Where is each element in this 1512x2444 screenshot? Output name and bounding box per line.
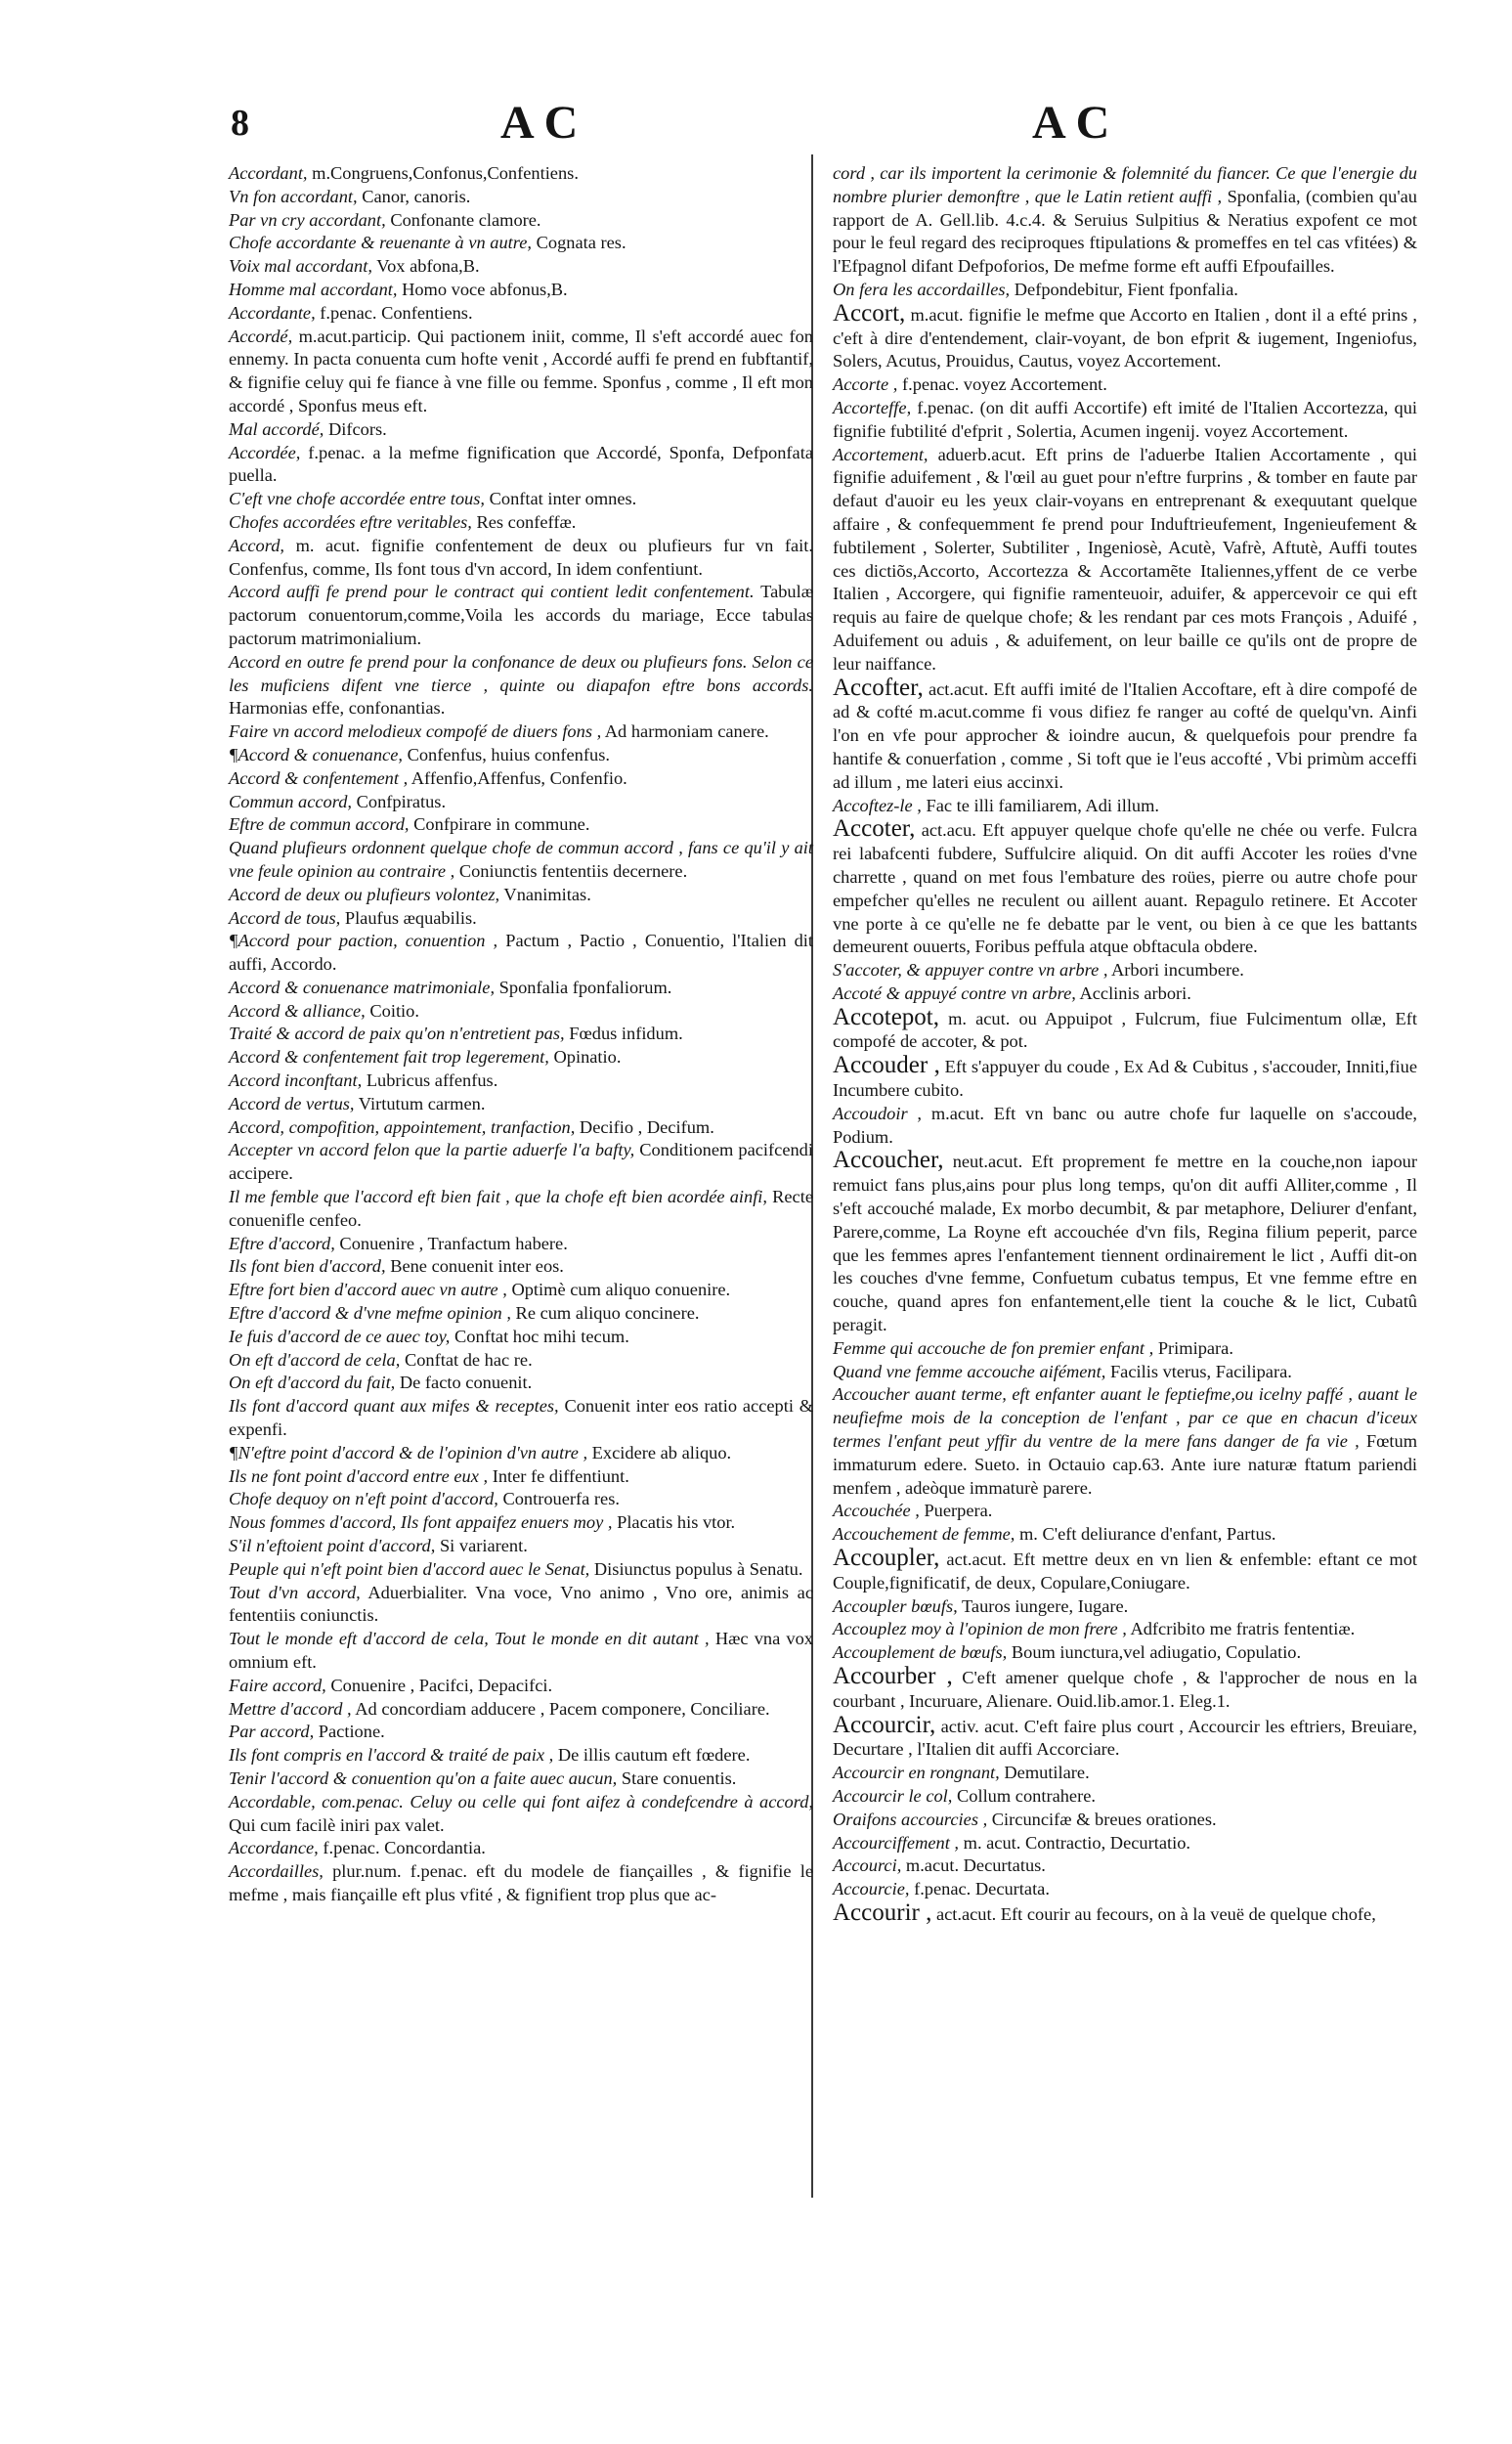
entry-headword: ¶Accord & conuenance, — [229, 744, 403, 764]
entry-definition: Boum iunctura,vel adiugatio, Copulatio. — [1011, 1642, 1302, 1663]
entry-definition: Placatis his vtor. — [617, 1512, 736, 1533]
entry-definition: Conditionem pacifcendi accipere. — [229, 1140, 813, 1184]
entry-headword: On eft d'accord de cela, — [229, 1349, 401, 1370]
dictionary-entry — [229, 1395, 813, 1442]
entry-definition: Confonante clamore. — [390, 209, 541, 230]
dictionary-entry — [229, 1279, 813, 1302]
entry-definition: Controuerfa res. — [502, 1489, 620, 1509]
dictionary-entry — [229, 1442, 813, 1465]
entry-headword: S'accoter, & appuyer contre vn arbre , — [833, 960, 1108, 981]
entry-definition: Aduerbialiter. Vna voce, Vno animo , Vno ore, animis ac fententiis coniunctis. — [229, 1582, 813, 1626]
entry-headword: Tenir l'accord & conuention qu'on a faite auec aucun, — [229, 1768, 618, 1788]
entry-headword: C'eft vne chofe accordée entre tous, — [229, 489, 485, 509]
dictionary-entry — [833, 1878, 1417, 1901]
dictionary-entry — [229, 279, 813, 302]
dictionary-entry — [229, 1698, 813, 1722]
entry-headword: Accoucher auant terme, eft enfanter auant le feptiefme,ou icelny paffé , auant le neufiefme mois de la conception de l'enfant , par ce que en chacun d'iceux termes l'enfant peut yffir du ventre de la mere fans danger de fa vie , — [833, 1384, 1417, 1452]
entry-headword: Accouchée , — [833, 1501, 920, 1521]
entry-headword: Ils ne font point d'accord entre eux , — [229, 1465, 489, 1486]
dictionary-entry — [833, 1665, 1417, 1714]
dictionary-entry — [229, 1837, 813, 1860]
entry-headword: Accort, — [833, 299, 906, 327]
dictionary-entry — [833, 1855, 1417, 1878]
entry-definition: Confpirare in commune. — [413, 814, 590, 835]
entry-headword: ¶Accord pour paction, conuention , — [229, 931, 498, 951]
dictionary-entry — [229, 442, 813, 489]
entry-definition: act.acut. Eft courir au fecours, on à la veuë de quelque chofe, — [935, 1903, 1376, 1924]
entry-definition: Conftat de hac re. — [404, 1349, 533, 1370]
entry-headword: Accord & confentement , — [229, 767, 409, 788]
entry-definition: Circuncifæ & breues orationes. — [991, 1809, 1217, 1829]
entry-definition: Confenfus, huius confenfus. — [407, 744, 610, 764]
entry-headword: Femme qui accouche de fon premier enfant , — [833, 1337, 1154, 1358]
entry-definition: Inter fe diffentiunt. — [492, 1465, 629, 1486]
dictionary-entry — [229, 488, 813, 511]
entry-definition: Conftat hoc mihi tecum. — [454, 1326, 629, 1346]
dictionary-entry — [229, 511, 813, 535]
entry-headword: Ils font bien d'accord, — [229, 1256, 386, 1277]
entry-definition: C'eft amener quelque chofe , & l'approcher de nous en la courbant , Incuruare, Alienare. Ouid.lib.amor.1. Eleg.1. — [833, 1668, 1417, 1711]
entry-definition: Qui cum facilè iniri pax valet. — [229, 1814, 445, 1835]
dictionary-entry — [229, 1860, 813, 1907]
entry-definition: Adfcribito me fratris fententiæ. — [1130, 1619, 1356, 1639]
entry-definition: m.acut. Decurtatus. — [905, 1855, 1046, 1876]
dictionary-entry — [229, 1093, 813, 1116]
dictionary-entry — [229, 813, 813, 837]
dictionary-entry — [229, 1558, 813, 1582]
entry-headword: Accordante, — [229, 302, 316, 323]
entry-definition: act.acut. Eft auffi imité de l'Italien Accoftare, eft à dire compofé de ad & cofté m.acut.comme fi vous difiez fe ranger au cofté de quelqu'vn. Ainfi l'on en vfe pour approcher & ioindre aucun, & quelquefois pour prendre fa hantife & conuerfation , comme , Si toft que ie l'eus accofté , Vbi primùm acceffi ad illum , me lateri eius accinxi. — [833, 678, 1417, 792]
dictionary-entry — [229, 1302, 813, 1326]
entry-definition: f.penac. Confentiens. — [320, 302, 473, 323]
entry-headword: Peuple qui n'eft point bien d'accord auec le Senat, — [229, 1558, 590, 1579]
entry-definition: m. C'eft deliurance d'enfant, Partus. — [1018, 1524, 1276, 1545]
entry-headword: Accoté & appuyé contre vn arbre, — [833, 982, 1076, 1003]
entry-definition: Canor, canoris. — [362, 186, 471, 206]
dictionary-entry — [833, 1500, 1417, 1523]
entry-headword: Chofe accordante & reuenante à vn autre, — [229, 233, 533, 253]
entry-headword: Ils font compris en l'accord & traité de paix , — [229, 1745, 554, 1766]
entry-definition: act.acu. Eft appuyer quelque chofe qu'elle ne chée ou verfe. Fulcra rei labafcenti fubdere, Suffulcire aliquid. On dit auffi Accoter les roües d'vne charrette , quand on met fous l'embature des roües, pierre ou autre chofe pour empefcher qu'elles ne reculent ou aillent auant. Repagulo retinere. Et Accoter vne porte à ce qu'elle ne fe debatte par le vent, ou bien à ce que les battants demeurent ouuerts, Foribus peffula atque obftacula obdere. — [833, 820, 1417, 957]
entry-headword: Accourcie, — [833, 1879, 910, 1899]
entry-headword: Accourcir en rongnant, — [833, 1763, 1000, 1783]
dictionary-entry — [833, 1149, 1417, 1336]
entry-headword: Eftre d'accord & d'vne mefme opinion , — [229, 1303, 511, 1324]
dictionary-entry — [229, 1255, 813, 1279]
entry-definition: Tabulæ pactorum conuentorum,comme,Voila les accords du mariage, Ecce tabulas pactorum matrimonialium. — [229, 582, 814, 648]
entry-headword: Accourcir le col, — [833, 1785, 953, 1806]
entry-headword: Vn fon accordant, — [229, 186, 358, 206]
entry-definition: Si variarent. — [439, 1536, 528, 1556]
dictionary-entry — [833, 1809, 1417, 1832]
entry-definition: Recte conuenifle cenfeo. — [229, 1187, 813, 1230]
entry-headword: Eftre fort bien d'accord auec vn autre , — [229, 1280, 507, 1300]
entry-definition: Stare conuentis. — [621, 1768, 737, 1788]
entry-headword: Accouchement de femme, — [833, 1524, 1015, 1545]
dictionary-entry — [229, 255, 813, 279]
right-column — [833, 162, 1417, 1927]
entry-definition: f.penac. voyez Accortement. — [902, 374, 1107, 395]
entry-headword: Commun accord, — [229, 791, 352, 811]
entry-definition: f.penac. a la mefme fignification que Accordé, Sponfa, Defponfata puella. — [229, 442, 813, 486]
dictionary-entry — [833, 1641, 1417, 1665]
dictionary-entry — [229, 1069, 813, 1093]
entry-headword: Eftre d'accord, — [229, 1233, 335, 1253]
dictionary-entry — [229, 651, 813, 720]
dictionary-entry — [229, 1372, 813, 1395]
entry-definition: Coniunctis fententiis decernere. — [458, 860, 688, 881]
dictionary-entry — [229, 186, 813, 209]
dictionary-entry — [833, 162, 1417, 279]
dictionary-entry — [229, 1046, 813, 1069]
dictionary-entry — [229, 1791, 813, 1838]
dictionary-entry — [833, 1711, 1417, 1763]
dictionary-entry — [229, 1511, 813, 1535]
entry-definition: m. acut. fignifie confentement de deux ou plufieurs fur vn fait. Confenfus, comme, Ils font tous d'vn accord, In idem confentiunt. — [229, 535, 813, 579]
dictionary-entry — [229, 1186, 813, 1233]
entry-headword: On fera les accordailles, — [833, 279, 1011, 299]
entry-headword: Par accord, — [229, 1722, 315, 1742]
dictionary-entry — [229, 535, 813, 582]
entry-definition: m.acut. fignifie le mefme que Accorto en Italien , dont il a efté prins , c'eft à dire d'entendement, clair-voyant, de bon efprit & iugement, Ingeniofus, Solers, Acutus, Prouidus, Cautus, voyez Accortement. — [833, 304, 1417, 371]
dictionary-entry — [833, 1103, 1417, 1150]
page-number: 8 — [231, 103, 249, 144]
entry-headword: On eft d'accord du fait, — [229, 1373, 396, 1393]
dictionary-entry — [229, 418, 813, 442]
entry-definition: Arbori incumbere. — [1111, 960, 1244, 981]
dictionary-entry — [833, 795, 1417, 818]
entry-headword: ¶N'eftre point d'accord & de l'opinion d'vn autre , — [229, 1442, 588, 1462]
entry-headword: S'il n'eftoient point d'accord, — [229, 1536, 436, 1556]
dictionary-entry — [833, 299, 1417, 373]
entry-definition: Conuenire , Tranfactum habere. — [339, 1233, 568, 1253]
entry-definition: Fœdus infidum. — [569, 1024, 683, 1044]
entry-headword: Accepter vn accord felon que la partie aduerfe l'a bafty, — [229, 1140, 635, 1160]
dictionary-entry — [229, 232, 813, 255]
left-column — [229, 162, 813, 1907]
dictionary-entry — [833, 676, 1417, 795]
dictionary-entry — [833, 1785, 1417, 1809]
entry-definition: m. acut. Contractio, Decurtatio. — [963, 1832, 1191, 1853]
entry-headword: Accorte , — [833, 374, 898, 395]
entry-definition: m.Congruens,Confonus,Confentiens. — [312, 163, 579, 183]
dictionary-entry — [833, 1762, 1417, 1785]
dictionary-entry — [229, 744, 813, 767]
entry-headword: Ils font d'accord quant aux mifes & receptes, — [229, 1396, 559, 1417]
dictionary-entry — [229, 977, 813, 1000]
entry-headword: Accordant, — [229, 163, 308, 183]
entry-headword: Accorteffe, — [833, 397, 912, 417]
entry-headword: Accord & confentement fait trop legerement, — [229, 1047, 549, 1068]
entry-headword: Il me femble que l'accord eft bien fait , que la chofe eft bien acordée ainfi, — [229, 1187, 768, 1207]
dictionary-entry — [229, 1744, 813, 1768]
entry-headword: Accord de vertus, — [229, 1093, 355, 1113]
entry-definition: Harmonias effe, confonantias. — [229, 698, 446, 719]
entry-definition: Decifio , Decifum. — [579, 1116, 714, 1137]
entry-headword: Accoter, — [833, 815, 916, 843]
dictionary-entry — [229, 1023, 813, 1046]
entry-headword: Homme mal accordant, — [229, 279, 398, 299]
dictionary-entry — [229, 1139, 813, 1186]
entry-definition: Pactione. — [318, 1722, 385, 1742]
entry-headword: Accoudoir , — [833, 1103, 923, 1123]
dictionary-entry — [229, 1233, 813, 1256]
entry-headword: Accourir , — [833, 1898, 932, 1926]
dictionary-entry — [229, 581, 813, 650]
entry-headword: Accordée, — [229, 442, 301, 462]
entry-headword: Faire vn accord melodieux compofé de diuers fons , — [229, 721, 602, 742]
entry-definition: Vox abfona,B. — [376, 256, 480, 277]
entry-definition: Opinatio. — [553, 1047, 622, 1068]
entry-headword: Accord & conuenance matrimoniale, — [229, 977, 496, 997]
entry-definition: Puerpera. — [924, 1501, 993, 1521]
entry-definition: Eft s'appuyer du coude , Ex Ad & Cubitus , s'accouder, Inniti,fiue Incumbere cubito. — [833, 1057, 1417, 1101]
entry-definition: m.acut.particip. Qui pactionem iniit, comme, Il s'eft accordé auec fon ennemy. In pacta conuenta cum hofte venit , Accordé auffi fe prend en fubftantif, & fignifie celuy qui fe fiance à vne fille ou femme. Sponfus , comme , Il eft mon accordé , Sponfus meus eft. — [229, 326, 813, 415]
entry-headword: Nous fommes d'accord, Ils font appaifez enuers moy , — [229, 1512, 613, 1533]
entry-headword: Accourcir, — [833, 1711, 936, 1738]
entry-headword: Accordance, — [229, 1838, 319, 1858]
entry-definition: Excidere ab aliquo. — [591, 1442, 732, 1462]
entry-headword: Accordable, com.penac. Celuy ou celle qui font aifez à condefcendre à accord, — [229, 1791, 813, 1811]
entry-definition: Cognata res. — [536, 233, 626, 253]
dictionary-entry — [833, 1337, 1417, 1361]
dictionary-entry — [833, 817, 1417, 959]
entry-headword: Accord, compofition, appointement, tranfaction, — [229, 1116, 576, 1137]
dictionary-entry — [229, 1349, 813, 1373]
entry-definition: Disiunctus populus à Senatu. — [593, 1558, 803, 1579]
entry-definition: Acclinis arbori. — [1079, 982, 1191, 1003]
dictionary-entry — [229, 162, 813, 186]
entry-definition: Fac te illi familiarem, Adi illum. — [926, 795, 1160, 815]
entry-definition: Res confeffæ. — [476, 511, 577, 532]
dictionary-entry — [833, 1523, 1417, 1547]
entry-headword: Accortement, — [833, 444, 929, 464]
dictionary-entry — [229, 907, 813, 931]
entry-headword: Faire accord, — [229, 1675, 326, 1695]
entry-definition: Sponfalia, (combien qu'au rapport de A. Gell.lib. 4.c.4. & Seruius Sulpitius & Neratius expofent ce mot pour le feul regard des reciproques ftipulations & promeffes en tel cas vfitées) & l'Efpagnol difant Defpoforios, De mefme forme eft auffi Efpoufailles. — [833, 186, 1417, 277]
dictionary-entry — [833, 982, 1417, 1006]
dictionary-entry — [833, 959, 1417, 982]
entry-definition: Affenfio,Affenfus, Confenfio. — [410, 767, 627, 788]
entry-definition: plur.num. f.penac. eft du modele de fiançailles , & fignifie le mefme , mais fiançaille eft plus vfité , & fignifient trop plus que ac- — [229, 1861, 813, 1904]
entry-headword: Accord inconftant, — [229, 1070, 363, 1091]
entry-headword: cord , car ils importent la cerimonie & folemnité du fiancer. Ce que l'energie du nombre plurier demonftre , que le Latin retient auffi , — [833, 163, 1417, 206]
page-header — [0, 96, 1512, 154]
dictionary-entry — [833, 444, 1417, 676]
entry-headword: Accord auffi fe prend pour le contract qui contient ledit confentement. — [229, 582, 755, 602]
dictionary-entry — [229, 302, 813, 326]
dictionary-entry — [833, 1898, 1417, 1927]
entry-headword: Voix mal accordant, — [229, 256, 372, 277]
dictionary-entry — [833, 373, 1417, 397]
entry-headword: Accoucher, — [833, 1147, 944, 1174]
dictionary-entry — [229, 884, 813, 907]
entry-headword: Accord de tous, — [229, 907, 341, 928]
dictionary-entry — [833, 397, 1417, 444]
entry-definition: m. acut. ou Appuipot , Fulcrum, fiue Fulcimentum ollæ, Eft compofé de accoter, & pot. — [833, 1008, 1417, 1052]
dictionary-entry — [229, 1675, 813, 1698]
entry-definition: f.penac. Decurtata. — [914, 1879, 1050, 1899]
entry-headword: Tout d'vn accord, — [229, 1582, 361, 1602]
entry-definition: Primipara. — [1157, 1337, 1233, 1358]
entry-headword: Accordé, — [229, 326, 293, 346]
dictionary-entry — [229, 791, 813, 814]
dictionary-entry — [833, 1832, 1417, 1855]
entry-definition: Bene conuenit inter eos. — [390, 1256, 564, 1277]
entry-definition: f.penac. (on dit auffi Accortife) eft imité de l'Italien Accortezza, qui fignifie fubtilité d'efprit , Solertia, Acumen ingenij. voyez Accortement. — [833, 397, 1417, 441]
dictionary-entry — [229, 1326, 813, 1349]
entry-headword: Mal accordé, — [229, 418, 324, 439]
entry-headword: Accord en outre fe prend pour la confonance de deux ou plufieurs fons. Selon ce les muficiens difent vne tierce , quinte ou diapafon eftre bons accords. — [229, 651, 813, 695]
entry-definition: f.penac. Concordantia. — [323, 1838, 486, 1858]
dictionary-entry — [833, 1547, 1417, 1595]
entry-definition: Conuenire , Pacifci, Depacifci. — [330, 1675, 553, 1695]
entry-definition: Tauros iungere, Iugare. — [961, 1595, 1129, 1616]
running-head-right: AC — [1032, 97, 1120, 149]
entry-definition: Plaufus æquabilis. — [344, 907, 477, 928]
dictionary-entry — [833, 1383, 1417, 1500]
entry-definition: Ad concordiam adducere , Pacem componere, Conciliare. — [355, 1698, 770, 1719]
entry-headword: Oraifons accourcies , — [833, 1809, 988, 1829]
entry-definition: De illis cautum eft fœdere. — [557, 1745, 751, 1766]
entry-headword: Ie fuis d'accord de ce auec toy, — [229, 1326, 451, 1346]
dictionary-entry — [229, 1721, 813, 1744]
entry-headword: Tout le monde eft d'accord de cela, Tout le monde en dit autant , — [229, 1629, 710, 1649]
entry-definition: Homo voce abfonus,B. — [402, 279, 568, 299]
entry-headword: Accoupler bœufs, — [833, 1595, 958, 1616]
dictionary-entry — [229, 1768, 813, 1791]
running-head-left: AC — [500, 97, 588, 149]
entry-definition: Conuenit inter eos ratio accepti & expenfi. — [229, 1396, 813, 1440]
entry-definition: Ad harmoniam canere. — [604, 721, 769, 742]
dictionary-entry — [229, 1000, 813, 1024]
dictionary-entry — [229, 1628, 813, 1675]
entry-headword: Chofe dequoy on n'eft point d'accord, — [229, 1489, 498, 1509]
entry-definition: Demutilare. — [1004, 1763, 1090, 1783]
dictionary-entry — [229, 1535, 813, 1558]
entry-definition: Facilis vterus, Facilipara. — [1109, 1361, 1292, 1381]
entry-headword: Accourciffement , — [833, 1832, 960, 1853]
entry-definition: m.acut. Eft vn banc ou autre chofe fur laquelle on s'accoude, Podium. — [833, 1103, 1417, 1147]
dictionary-entry — [229, 767, 813, 791]
entry-headword: Accourci, — [833, 1855, 902, 1876]
dictionary-entry — [229, 1465, 813, 1489]
entry-headword: Accotepot, — [833, 1003, 939, 1030]
entry-headword: Accouplez moy à l'opinion de mon frere , — [833, 1619, 1127, 1639]
entry-headword: Mettre d'accord , — [229, 1698, 352, 1719]
entry-definition: activ. acut. C'eft faire plus court , Accourcir les eftriers, Breuiare, Decurtare , l'Italien dit auffi Accorciare. — [833, 1716, 1417, 1760]
entry-definition: Coitio. — [369, 1000, 419, 1021]
entry-headword: Accofter, — [833, 674, 924, 701]
dictionary-entry — [229, 1488, 813, 1511]
dictionary-entry — [229, 837, 813, 884]
entry-definition: Pactum , Pactio , Conuentio, l'Italien dit auffi, Accordo. — [229, 931, 813, 975]
entry-definition: Re cum aliquo concinere. — [515, 1303, 700, 1324]
entry-headword: Chofes accordées eftre veritables, — [229, 511, 472, 532]
entry-headword: Accord de deux ou plufieurs volontez, — [229, 884, 500, 904]
entry-definition: neut.acut. Eft proprement fe mettre en la couche,non iapour remuict fans plus,ains pour plus long temps, qu'on dit auffi Alliter,comme , Il s'eft accouché malade, Ex morbo decumbit, & par metaphore, Deliurer d'enfant, Parere,comme, La Royne eft accouchée d'vn fils, Regina filium peperit, parce que les femmes apres l'enfantement tiennent ordinairement le lict , Auffi dit-on les couches d'vne femme, Confuetum cubatus tempus, Et vne femme eftre en couche, quand apres fon enfantement,elle tient la couche & le lict, Cubatû peragit. — [833, 1152, 1417, 1335]
entry-headword: Accoupler, — [833, 1545, 940, 1572]
entry-definition: Fœtum immaturum edere. Sueto. in Octauio cap.63. Ante iure naturæ ftatum pariendi menfem , adeòque immaturè parere. — [833, 1431, 1417, 1498]
dictionary-entry — [229, 1116, 813, 1140]
entry-headword: Quand plufieurs ordonnent quelque chofe de commun accord , fans ce qu'il y ait vne feule opinion au contraire , — [229, 838, 813, 881]
entry-definition: Difcors. — [327, 418, 387, 439]
entry-definition: Vnanimitas. — [503, 884, 591, 904]
dictionary-entry — [229, 720, 813, 744]
entry-definition: Optimè cum aliquo conuenire. — [511, 1280, 731, 1300]
dictionary-entry — [833, 1054, 1417, 1103]
entry-definition: Virtutum carmen. — [358, 1093, 486, 1113]
entry-headword: Accord & alliance, — [229, 1000, 366, 1021]
entry-definition: De facto conuenit. — [399, 1373, 533, 1393]
entry-headword: Accordailles, — [229, 1861, 324, 1882]
dictionary-entry — [833, 1618, 1417, 1641]
dictionary-entry — [833, 1361, 1417, 1384]
entry-definition: Collum contrahere. — [957, 1785, 1096, 1806]
entry-headword: Accouder , — [833, 1052, 940, 1079]
entry-headword: Accoftez-le , — [833, 795, 922, 815]
entry-definition: Sponfalia fponfaliorum. — [498, 977, 672, 997]
entry-definition: Lubricus affenfus. — [366, 1070, 498, 1091]
entry-definition: Conftat inter omnes. — [489, 489, 637, 509]
dictionary-entry — [229, 1582, 813, 1629]
entry-definition: Hæc vna vox omnium eft. — [229, 1629, 814, 1672]
entry-headword: Par vn cry accordant, — [229, 209, 386, 230]
entry-headword: Accord, — [229, 535, 285, 555]
dictionary-entry — [229, 930, 813, 977]
dictionary-entry — [229, 326, 813, 418]
entry-definition: Defpondebitur, Fient fponfalia. — [1014, 279, 1238, 299]
entry-headword: Accouplement de bœufs, — [833, 1642, 1008, 1663]
entry-headword: Quand vne femme accouche aifément, — [833, 1361, 1106, 1381]
entry-headword: Eftre de commun accord, — [229, 814, 410, 835]
entry-definition: Confpiratus. — [356, 791, 447, 811]
entry-headword: Accourber , — [833, 1663, 953, 1689]
dictionary-entry — [229, 209, 813, 233]
entry-headword: Traité & accord de paix qu'on n'entretient pas, — [229, 1024, 565, 1044]
dictionary-entry — [833, 1595, 1417, 1619]
entry-definition: aduerb.acut. Eft prins de l'aduerbe Italien Accortamente , qui fignifie aduifement , & l'œil au guet pour n'eftre furprins , & tomber en faute par defaut d'auoir eu les yeux clair-voyans en entreprenant & exequutant quelque affaire , & confequemment fe prend pour Induftrieufement, Ingenieufement & fubtilement , Solerter, Subtiliter , Ingeniosè, Acutè, Vafrè, Aftutè, Auffi toutes ces dictiõs,Accorto, Accortezza & Accortamẽte Italiennes,yffent de ce verbe Italien , Accorgere, qui fignifie ramenteuoir, aduifer, & appercevoir ce qui eft requis au faire de quelque chofe; & les rendant par ces mots François , Aduifé , Aduifement ou aduis , & aduifement, on leur baille ce qu'ils ont de propre de leur naiffance. — [833, 444, 1417, 674]
entry-definition: act.acut. Eft mettre deux en vn lien & enfemble: eftant ce mot Couple,fignificatif, de deux, Copulare,Coniugare. — [833, 1549, 1417, 1593]
dictionary-entry — [833, 279, 1417, 302]
dictionary-entry — [833, 1003, 1417, 1055]
